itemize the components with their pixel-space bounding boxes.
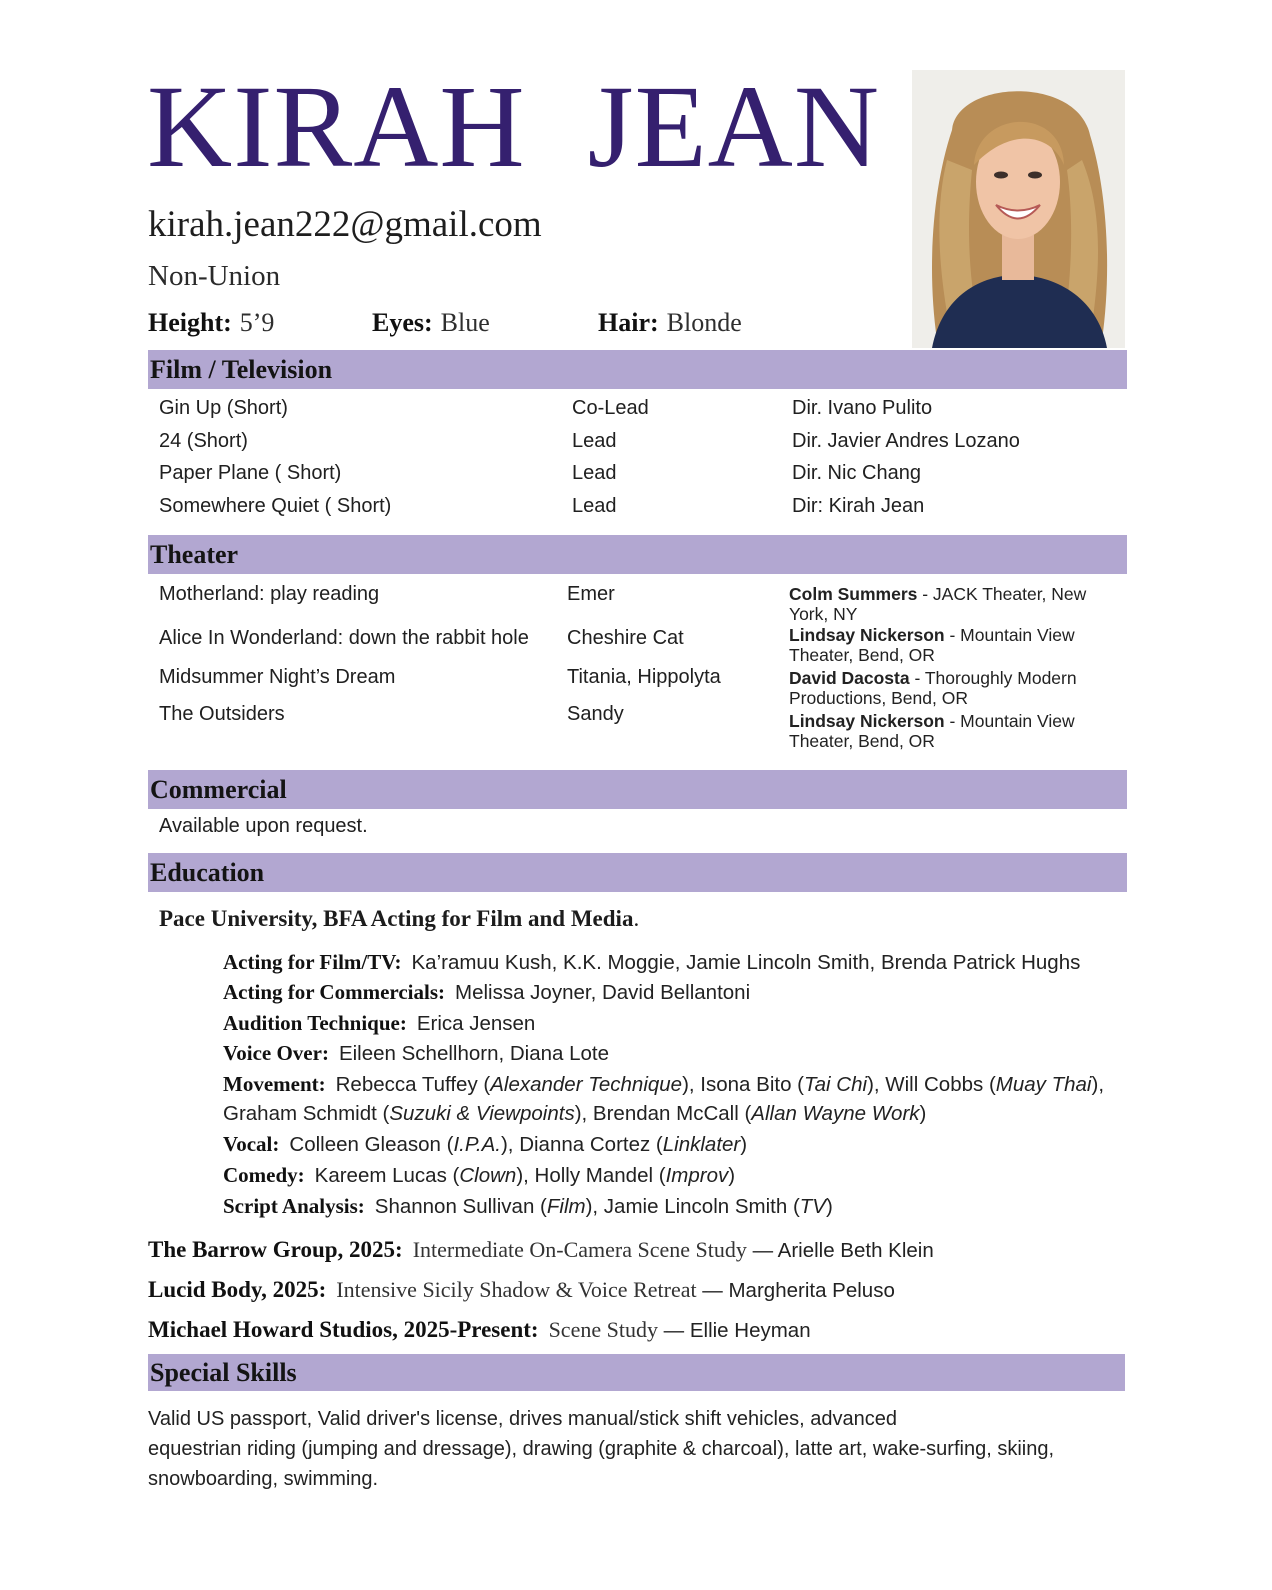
- commercial-text: Available upon request.: [159, 815, 368, 837]
- skills-text: Valid US passport, Valid driver's license, drives manual/stick shift vehicles, advanced equestrian riding (jumping and dressage), drawing (graphite & charcoal), latte art, wake-surfing, skiing, snowboarding, swimming.: [148, 1408, 1055, 1490]
- studio-line: Michael Howard Studios, 2025-Present: Scene Study — Ellie Heyman: [148, 1317, 811, 1342]
- film-director: Dir. Nic Chang: [792, 462, 921, 484]
- section-bar-skills: [148, 1354, 1125, 1391]
- school-name: Pace University, BFA Acting for Film and Media.: [159, 906, 640, 931]
- section-bar-film: [148, 350, 1127, 389]
- section-title-education: Education: [150, 858, 265, 887]
- section-bar-theater: [148, 535, 1127, 574]
- training-line: Acting for Commercials: Melissa Joyner, David Bellantoni: [223, 980, 751, 1004]
- film-director: Dir: Kirah Jean: [792, 495, 925, 517]
- film-director: Dir. Ivano Pulito: [792, 397, 933, 419]
- section-bar-education: [148, 853, 1127, 892]
- film-project: Paper Plane ( Short): [159, 462, 342, 484]
- theater-director: Colm Summers - JACK Theater, New York, NY: [789, 584, 1087, 624]
- theater-project: The Outsiders: [159, 703, 285, 725]
- training-vocal: Vocal: Colleen Gleason (I.P.A.), Dianna Cortez (Linklater): [223, 1132, 748, 1156]
- union-status: Non-Union: [148, 260, 281, 292]
- headshot-photo: [912, 70, 1125, 348]
- theater-director: David Dacosta - Thoroughly Modern Productions, Bend, OR: [789, 668, 1077, 708]
- theater-role: Sandy: [567, 703, 624, 725]
- theater-role: Cheshire Cat: [567, 627, 684, 649]
- theater-role: Titania, Hippolyta: [567, 666, 721, 688]
- training-line: Audition Technique: Erica Jensen: [223, 1011, 536, 1035]
- training-comedy: Comedy: Kareem Lucas (Clown), Holly Mandel (Improv): [223, 1163, 736, 1187]
- section-title-skills: Special Skills: [150, 1358, 297, 1387]
- first-name: KIRAH: [147, 61, 526, 192]
- theater-director: Lindsay Nickerson - Mountain View Theater, Bend, OR: [789, 625, 1075, 665]
- hair-stat: Hair: Blonde: [598, 308, 742, 337]
- section-title-theater: Theater: [150, 540, 239, 569]
- film-role: Co-Lead: [572, 397, 649, 419]
- film-project: 24 (Short): [159, 430, 248, 452]
- eyes-stat: Eyes: Blue: [372, 308, 490, 337]
- training-movement-cont: Graham Schmidt (Suzuki & Viewpoints), Brendan McCall (Allan Wayne Work): [223, 1102, 927, 1125]
- film-role: Lead: [572, 462, 617, 484]
- theater-project: Midsummer Night’s Dream: [159, 666, 396, 688]
- film-project: Somewhere Quiet ( Short): [159, 495, 392, 517]
- film-role: Lead: [572, 495, 617, 517]
- training-line: Acting for Film/TV: Ka’ramuu Kush, K.K. Moggie, Jamie Lincoln Smith, Brenda Patrick Hughs: [223, 950, 1081, 974]
- film-role: Lead: [572, 430, 617, 452]
- theater-role: Emer: [567, 583, 615, 605]
- film-project: Gin Up (Short): [159, 397, 288, 419]
- section-title-film: Film / Television: [150, 355, 333, 384]
- theater-director: Lindsay Nickerson - Mountain View Theater, Bend, OR: [789, 711, 1075, 751]
- training-line: Voice Over: Eileen Schellhorn, Diana Lote: [223, 1041, 610, 1065]
- theater-project: Motherland: play reading: [159, 583, 380, 605]
- theater-project: Alice In Wonderland: down the rabbit hole: [159, 627, 529, 649]
- film-director: Dir. Javier Andres Lozano: [792, 430, 1020, 452]
- section-bar-commercial: [148, 770, 1127, 809]
- section-title-commercial: Commercial: [150, 775, 287, 804]
- studio-line: Lucid Body, 2025: Intensive Sicily Shadow & Voice Retreat — Margherita Peluso: [148, 1277, 895, 1302]
- training-script: Script Analysis: Shannon Sullivan (Film), Jamie Lincoln Smith (TV): [223, 1194, 833, 1218]
- email[interactable]: kirah.jean222@gmail.com: [148, 204, 542, 245]
- height-stat: Height: 5’9: [148, 308, 275, 337]
- last-name: JEAN: [587, 61, 881, 192]
- studio-line: The Barrow Group, 2025: Intermediate On-Camera Scene Study — Arielle Beth Klein: [148, 1237, 934, 1262]
- training-movement: Movement: Rebecca Tuffey (Alexander Technique), Isona Bito (Tai Chi), Will Cobbs (Muay Thai),: [223, 1072, 1105, 1096]
- actor-name: [147, 61, 881, 192]
